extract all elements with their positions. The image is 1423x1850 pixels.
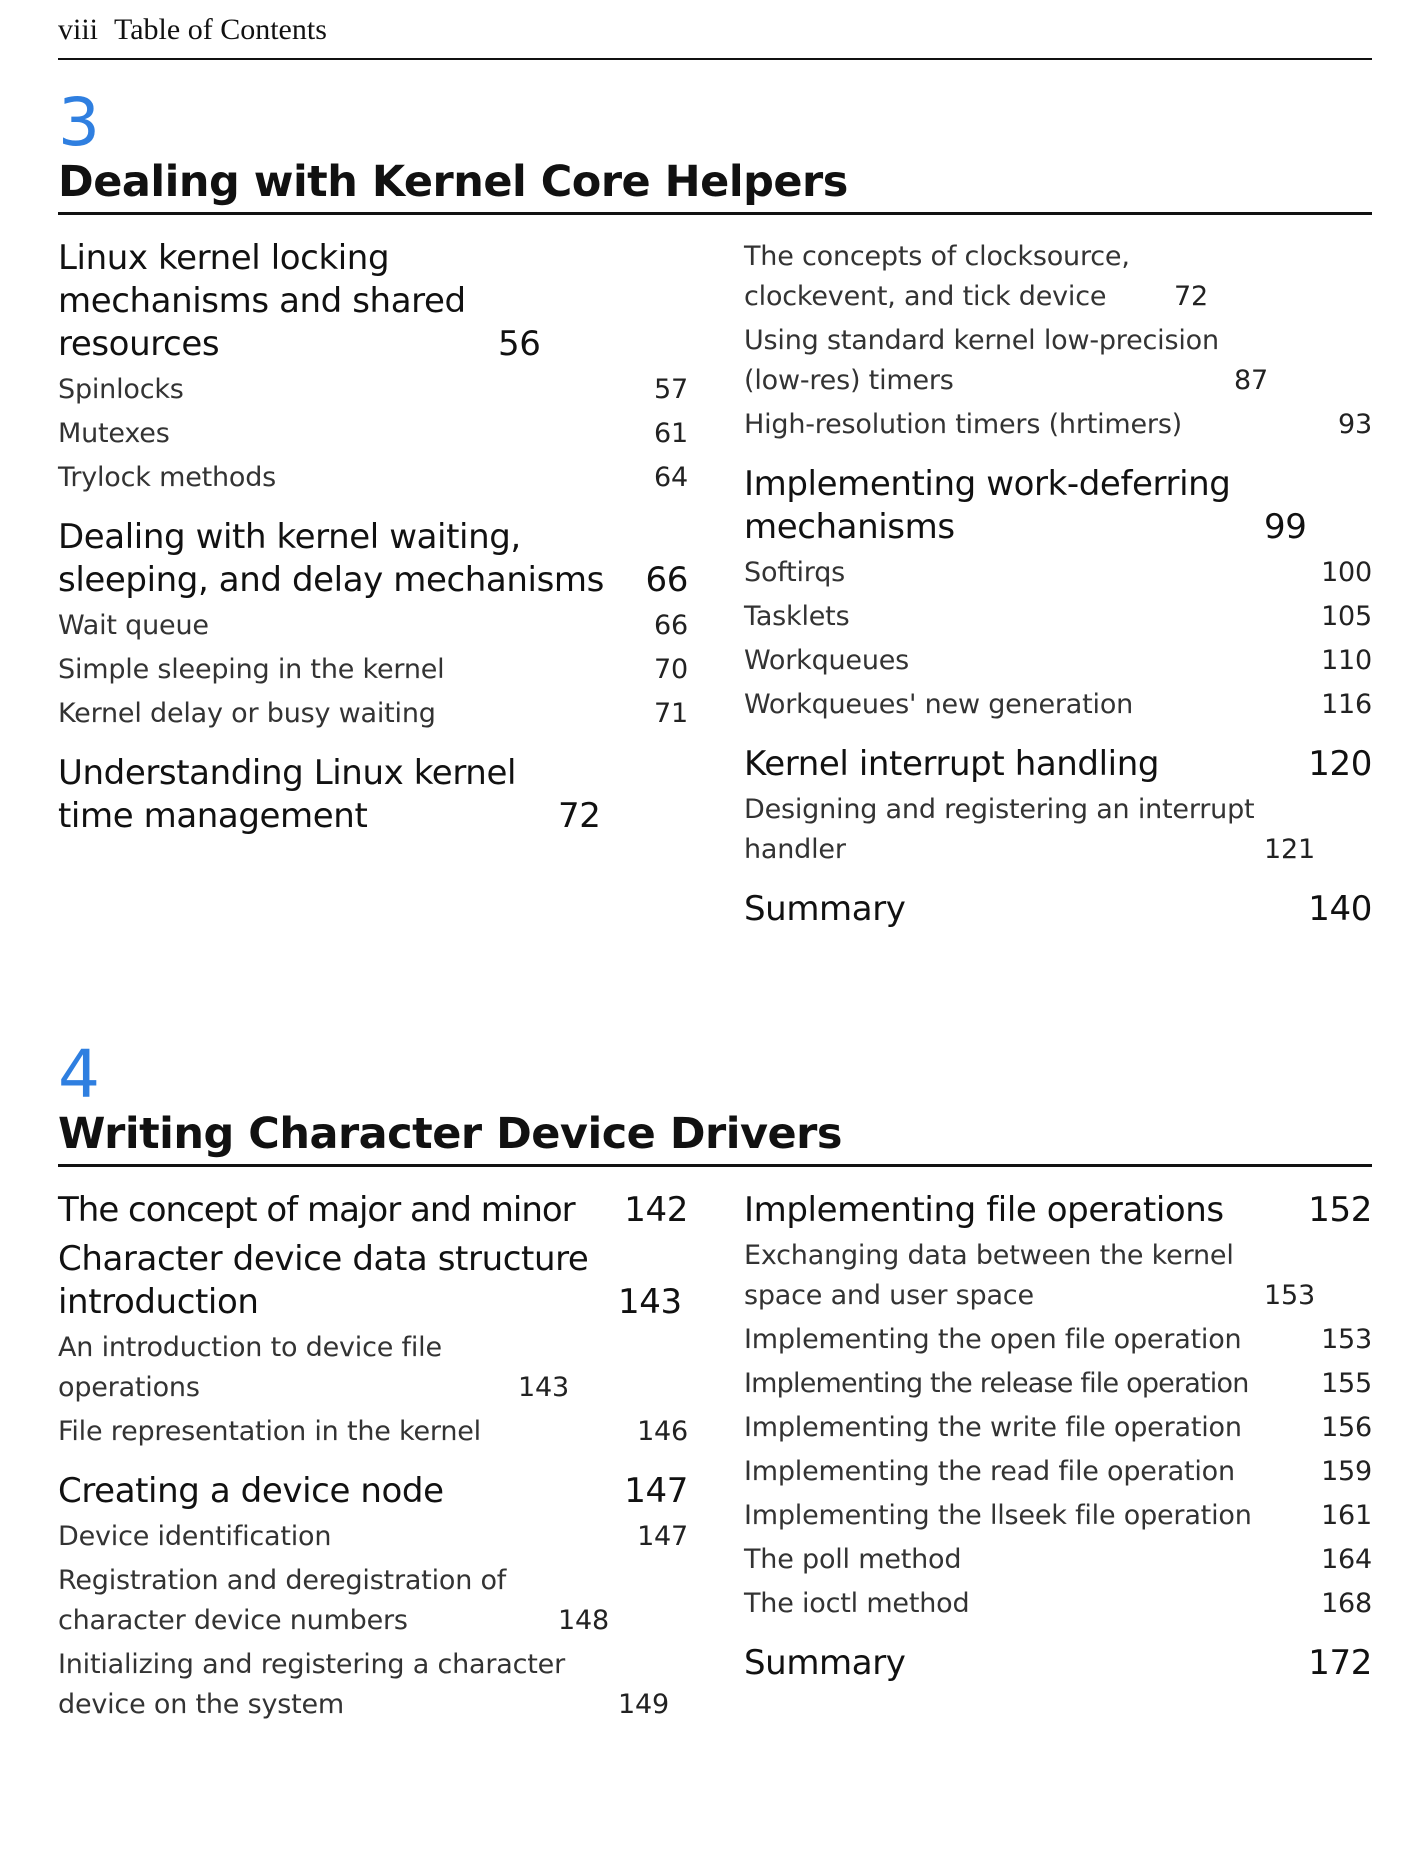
- toc-entry-title: An introduction to device file operations: [58, 1332, 442, 1403]
- toc-entry-title: Implementing the llseek file operation: [744, 1500, 1252, 1531]
- left-column: [58, 237, 688, 856]
- toc-entry-page: 66: [645, 560, 688, 600]
- toc-entry-page: 121: [1264, 834, 1315, 865]
- toc-entry-page: 116: [1321, 689, 1372, 720]
- toc-entry[interactable]: [744, 1408, 1372, 1448]
- toc-entry-page: 153: [1321, 1324, 1372, 1355]
- toc-heading[interactable]: [58, 752, 688, 838]
- toc-entry-title: The ioctl method: [744, 1588, 970, 1619]
- toc-heading[interactable]: [58, 1470, 688, 1513]
- toc-entry-title: Creating a device node: [58, 1471, 444, 1511]
- toc-entry[interactable]: [58, 1645, 688, 1725]
- toc-entry-title: File representation in the kernel: [58, 1416, 481, 1447]
- toc-entry-page: 155: [1321, 1368, 1372, 1399]
- toc-entry-page: 66: [654, 610, 688, 641]
- toc-heading[interactable]: [744, 1642, 1372, 1685]
- toc-entry-page: 56: [498, 324, 541, 364]
- toc-entry-page: 64: [654, 462, 688, 493]
- toc-entry-page: 149: [618, 1689, 669, 1720]
- toc-entry-title: Understanding Linux kernel time management: [58, 753, 517, 836]
- toc-section: [58, 1189, 688, 1232]
- running-head: [58, 10, 327, 50]
- toc-entry-title: Character device data structure introduction: [58, 1239, 589, 1322]
- toc-entry-title: Softirqs: [744, 557, 846, 588]
- toc-entry-page: 140: [1308, 889, 1372, 929]
- toc-section: [58, 1238, 688, 1452]
- toc-entry-page: 99: [1264, 507, 1307, 547]
- toc-entry-title: Exchanging data between the kernel space and user space: [744, 1240, 1234, 1311]
- chapter-4: [58, 1036, 1372, 1720]
- toc-entry[interactable]: [744, 597, 1372, 637]
- toc-entry-title: Tasklets: [744, 601, 850, 632]
- toc-entry[interactable]: [744, 553, 1372, 593]
- toc-entry[interactable]: [58, 1561, 688, 1641]
- toc-section: [744, 1642, 1372, 1685]
- toc-entry[interactable]: [58, 370, 688, 410]
- toc-heading[interactable]: [58, 1189, 688, 1232]
- page-header: [58, 10, 1372, 60]
- toc-entry-title: Device identification: [58, 1521, 332, 1552]
- toc-entry[interactable]: [58, 694, 688, 734]
- toc-heading[interactable]: [58, 237, 688, 366]
- toc-entry[interactable]: [744, 685, 1372, 725]
- toc-entry[interactable]: [744, 405, 1372, 445]
- toc-entry-page: 147: [637, 1521, 688, 1552]
- toc-entry-page: 147: [624, 1471, 688, 1511]
- toc-entry-page: 146: [637, 1416, 688, 1447]
- toc-section: [744, 463, 1372, 725]
- toc-entry[interactable]: [58, 414, 688, 454]
- toc-entry-title: Mutexes: [58, 418, 170, 449]
- toc-entry-page: 72: [558, 796, 601, 836]
- left-column: [58, 1189, 688, 1743]
- toc-section: [744, 237, 1372, 445]
- toc-entry[interactable]: [744, 321, 1372, 401]
- toc-section: [744, 743, 1372, 870]
- chapter-title: Dealing with Kernel Core Helpers: [58, 158, 1372, 215]
- toc-entry-title: Simple sleeping in the kernel: [58, 654, 445, 685]
- toc-entry[interactable]: [58, 1517, 688, 1557]
- toc-entry-title: Implementing work-deferring mechanisms: [744, 464, 1231, 547]
- toc-entry-page: 143: [518, 1372, 569, 1403]
- toc-entry[interactable]: [744, 1452, 1372, 1492]
- chapter-title: Writing Character Device Drivers: [58, 1110, 1372, 1167]
- toc-heading[interactable]: [58, 516, 688, 602]
- toc-entry[interactable]: [744, 1320, 1372, 1360]
- chapter-number: 3: [58, 84, 100, 161]
- toc-entry-title: The poll method: [744, 1544, 962, 1575]
- toc-entry[interactable]: [58, 1328, 688, 1408]
- toc-entry-page: 156: [1321, 1412, 1372, 1443]
- toc-heading[interactable]: [744, 743, 1372, 786]
- toc-entry-page: 105: [1321, 601, 1372, 632]
- toc-section: [744, 888, 1372, 931]
- toc-heading[interactable]: [744, 1189, 1372, 1232]
- toc-entry-title: Implementing the read file operation: [744, 1456, 1235, 1487]
- toc-entry-page: 164: [1321, 1544, 1372, 1575]
- toc-entry-page: 71: [654, 698, 688, 729]
- toc-entry[interactable]: [744, 1236, 1372, 1316]
- right-column: [744, 1189, 1372, 1703]
- toc-entry-title: Implementing file operations: [744, 1190, 1224, 1230]
- toc-entry-page: 152: [1308, 1190, 1372, 1230]
- toc-entry-title: The concepts of clocksource, clockevent, and tick device: [744, 241, 1130, 312]
- toc-section: [58, 516, 688, 734]
- toc-entry-page: 142: [624, 1190, 688, 1230]
- toc-section: [58, 237, 688, 498]
- toc-entry-title: Registration and deregistration of character device numbers: [58, 1565, 507, 1636]
- toc-heading[interactable]: [744, 888, 1372, 931]
- toc-entry-title: Workqueues' new generation: [744, 689, 1134, 720]
- toc-entry-title: Spinlocks: [58, 374, 184, 405]
- toc-entry-title: Implementing the release file operation: [744, 1368, 1249, 1399]
- right-column: [744, 237, 1372, 949]
- toc-entry-page: 143: [618, 1282, 682, 1322]
- toc-entry-title: Trylock methods: [58, 462, 277, 493]
- toc-entry-page: 70: [654, 654, 688, 685]
- toc-entry[interactable]: [58, 606, 688, 646]
- toc-entry-title: Designing and registering an interrupt handler: [744, 794, 1255, 865]
- page-number: viii: [58, 13, 99, 46]
- chapter-number: 4: [58, 1036, 100, 1113]
- toc-section: [744, 1189, 1372, 1624]
- toc-entry[interactable]: [744, 790, 1372, 870]
- toc-section: [58, 752, 688, 838]
- toc-entry-page: 148: [558, 1605, 609, 1636]
- toc-entry-title: Using standard kernel low-precision (low-res) timers: [744, 325, 1219, 396]
- toc-entry-title: Workqueues: [744, 645, 910, 676]
- toc-entry[interactable]: [744, 1364, 1372, 1404]
- toc-entry-page: 100: [1321, 557, 1372, 588]
- toc-entry-title: Wait queue: [58, 610, 209, 641]
- toc-entry-page: 153: [1264, 1280, 1315, 1311]
- toc-entry-page: 61: [654, 418, 688, 449]
- toc-entry-title: Dealing with kernel waiting, sleeping, and delay mechanisms: [58, 517, 604, 600]
- toc-heading[interactable]: [744, 463, 1372, 549]
- toc-entry-title: Summary: [744, 1643, 906, 1683]
- toc-entry-title: High-resolution timers (hrtimers): [744, 409, 1183, 440]
- toc-entry[interactable]: [58, 458, 688, 498]
- toc-entry-page: 168: [1321, 1588, 1372, 1619]
- toc-heading[interactable]: [58, 1238, 688, 1324]
- toc-entry[interactable]: [58, 1412, 688, 1452]
- toc-entry-page: 93: [1338, 409, 1372, 440]
- toc-entry[interactable]: [744, 1540, 1372, 1580]
- toc-entry-title: Initializing and registering a character device on the system: [58, 1649, 565, 1720]
- toc-entry-title: Linux kernel locking mechanisms and shared resources: [58, 238, 466, 364]
- toc-entry-page: 172: [1308, 1643, 1372, 1683]
- toc-entry-title: Kernel delay or busy waiting: [58, 698, 436, 729]
- chapter-3: [58, 84, 1372, 929]
- toc-entry-title: Kernel interrupt handling: [744, 744, 1160, 784]
- toc-entry[interactable]: [744, 1496, 1372, 1536]
- toc-entry-title: The concept of major and minor: [58, 1190, 575, 1230]
- toc-entry-page: 72: [1174, 281, 1208, 312]
- toc-entry-page: 57: [654, 374, 688, 405]
- toc-entry-page: 159: [1321, 1456, 1372, 1487]
- toc-entry[interactable]: [744, 1584, 1372, 1624]
- toc-entry-page: 161: [1321, 1500, 1372, 1531]
- toc-entry[interactable]: [58, 650, 688, 690]
- toc-entry-title: Summary: [744, 889, 906, 929]
- toc-entry-page: 110: [1321, 645, 1372, 676]
- toc-section: [58, 1470, 688, 1725]
- toc-entry[interactable]: [744, 641, 1372, 681]
- toc-entry[interactable]: [744, 237, 1372, 317]
- toc-entry-page: 87: [1234, 365, 1268, 396]
- running-title: Table of Contents: [114, 13, 327, 46]
- toc-entry-title: Implementing the open file operation: [744, 1324, 1242, 1355]
- toc-entry-title: Implementing the write file operation: [744, 1412, 1242, 1443]
- toc-entry-page: 120: [1308, 744, 1372, 784]
